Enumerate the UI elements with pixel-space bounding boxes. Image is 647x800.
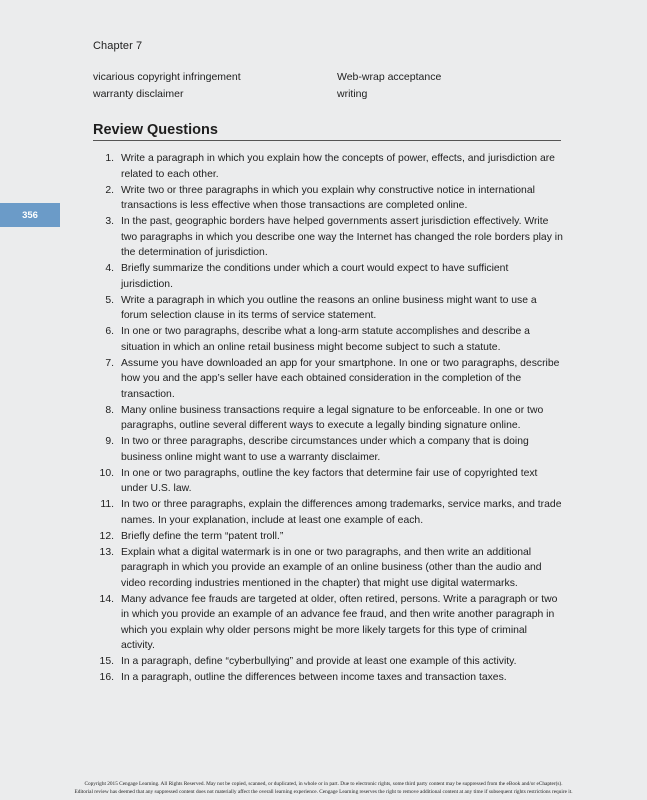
key-terms-row	[93, 86, 563, 103]
question-number: 11.	[100, 499, 114, 510]
footer-line: Copyright 2015 Cengage Learning. All Rights Reserved. May not be copied, scanned, or duplicated, in whole or in part. Due to electronic rights, some third party content may be suppressed from the eBook and/or eChapter(s).	[84, 781, 563, 787]
review-question	[93, 324, 563, 355]
question-text: In two or three paragraphs, describe circumstances under which a company that is doing business online might want to use a warranty disclaimer.	[121, 436, 529, 463]
review-question	[93, 403, 563, 434]
section-title: Review Questions	[93, 122, 561, 141]
question-number: 2.	[105, 184, 114, 196]
question-number: 13.	[99, 546, 114, 558]
question-text: Many advance fee frauds are targeted at older, often retired, persons. Write a paragraph or two in which you provide an example of an advance fee fraud, and then write another paragraph in which you explain why older persons might be more likely targets for this type of criminal activity.	[121, 593, 558, 651]
review-question	[93, 466, 563, 497]
question-number: 3.	[105, 216, 114, 227]
question-text: In a paragraph, define “cyberbullying” and provide at least one example of this activity.	[121, 656, 517, 667]
key-terms-row	[93, 69, 563, 86]
key-term: writing	[337, 88, 368, 100]
review-question	[93, 151, 563, 182]
review-question	[93, 214, 563, 261]
question-number: 14.	[99, 593, 114, 605]
page-number-tab: 356	[0, 203, 60, 227]
review-question	[93, 293, 563, 324]
copyright-footer	[0, 780, 647, 796]
question-number: 8.	[105, 404, 114, 416]
question-text: In one or two paragraphs, outline the key factors that determine fair use of copyrighted text under U.S. law.	[121, 467, 538, 494]
question-text: In two or three paragraphs, explain the differences among trademarks, service marks, and trade names. In your explanation, include at least one example of each.	[121, 499, 562, 526]
question-text: In a paragraph, outline the differences between income taxes and transaction taxes.	[121, 672, 507, 683]
question-text: In the past, geographic borders have helped governments assert jurisdiction effectively. Write two paragraphs in which you describe one way the Internet has changed the role borders play in the determination of jurisdiction.	[121, 216, 563, 258]
review-question	[93, 545, 563, 592]
review-question	[93, 434, 563, 465]
footer-line: Editorial review has deemed that any suppressed content does not materially affect the overall learning experience. Cengage Learning reserves the right to remove additional content at any time if subsequent rights restrictions require it.	[74, 789, 573, 795]
question-text: Briefly define the term “patent troll.”	[121, 530, 284, 542]
question-number: 9.	[105, 436, 114, 447]
question-text: Write a paragraph in which you outline the reasons an online business might want to use a forum selection clause in its terms of service statement.	[121, 294, 537, 321]
review-question	[93, 183, 563, 214]
review-question	[93, 356, 563, 403]
question-text: Many online business transactions require a legal signature to be enforceable. In one or two paragraphs, outline several different ways to execute a legally binding signature online.	[121, 404, 544, 431]
question-text: Write a paragraph in which you explain how the concepts of power, effects, and jurisdiction are related to each other.	[121, 153, 555, 180]
question-text: Assume you have downloaded an app for your smartphone. In one or two paragraphs, describe how you and the app’s seller have each obtained consideration in the completion of the transaction.	[121, 357, 560, 400]
question-text: In one or two paragraphs, describe what a long-arm statute accomplishes and describe a situation in which an online retail business might become subject to such a statute.	[121, 326, 530, 353]
chapter-heading: Chapter 7	[93, 40, 143, 52]
review-question	[93, 529, 563, 545]
question-number: 15.	[99, 656, 114, 667]
question-text: Explain what a digital watermark is in one or two paragraphs, and then write an additional paragraph in which you provide an example of an online business (other than the audio and video recording industries mentioned in the chapter) that might use digital watermarks.	[121, 546, 542, 589]
question-number: 7.	[105, 357, 114, 369]
key-term: warranty disclaimer	[93, 88, 184, 100]
review-question	[93, 497, 563, 528]
question-number: 10.	[99, 467, 114, 479]
question-text: Write two or three paragraphs in which you explain why constructive notice in international transactions is less effective when those transactions are completed online.	[121, 184, 535, 211]
review-question	[93, 261, 563, 292]
question-number: 6.	[105, 326, 114, 337]
question-number: 1.	[105, 153, 114, 164]
review-question	[93, 670, 563, 686]
question-number: 12.	[99, 530, 114, 542]
key-term: vicarious copyright infringement	[93, 71, 241, 83]
key-terms-list	[93, 69, 563, 103]
question-number: 5.	[105, 294, 114, 306]
key-term: Web-wrap acceptance	[337, 71, 442, 83]
question-number: 16.	[99, 672, 114, 683]
question-number: 4.	[105, 263, 114, 274]
review-questions-list	[93, 151, 563, 686]
question-text: Briefly summarize the conditions under which a court would expect to have sufficient jurisdiction.	[121, 263, 509, 290]
review-question	[93, 654, 563, 670]
review-question	[93, 592, 563, 654]
